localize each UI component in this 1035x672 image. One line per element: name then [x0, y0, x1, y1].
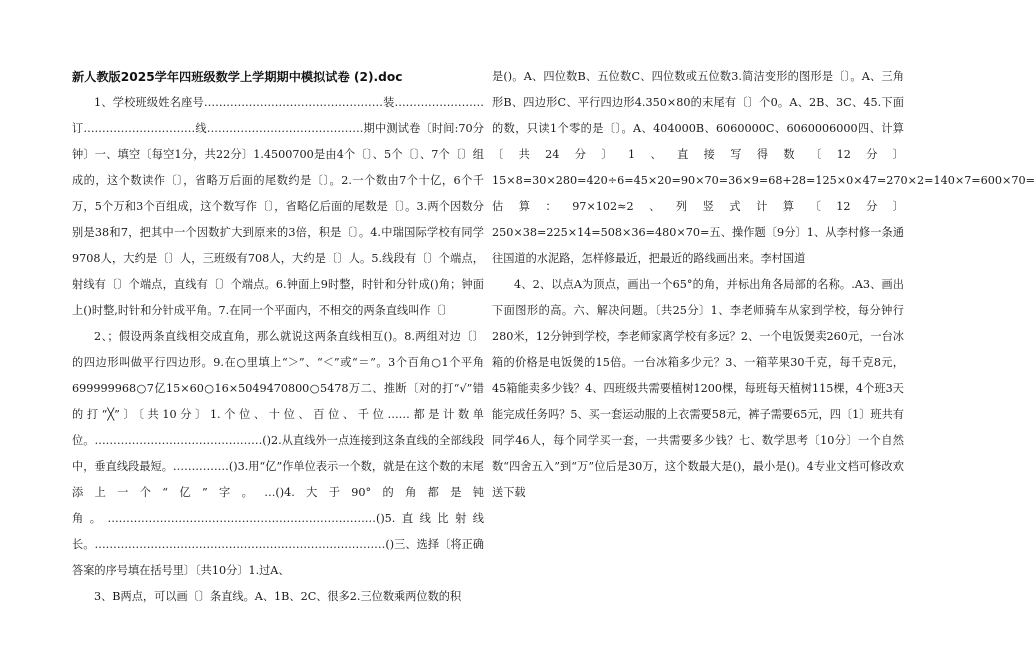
left-column: [72, 64, 484, 610]
paragraph-1: 1、学校班级姓名座号…………………………………………装……………………订…………………………线……………………………………期中测试卷〔时间:70分钟〕一、填空〔每空1分，共22分〕1.4500700是由4个〔〕、5个〔〕、7个〔〕组成的，这个数读作〔〕，省略万后面的尾数约是〔〕。2.一个数由7个十亿，6个千万，5个万和3个百组成，这个数写作〔〕，省略亿后面的尾数是〔〕。3.两个因数分别是38和7，把其中一个因数扩大到原来的3倍，积是〔〕。4.中瑞国际学校有同学9708人，大约是〔〕人，三班级有708人，大约是〔〕人。5.线段有〔〕个端点，射线有〔〕个端点，直线有〔〕个端点。6.钟面上9时整，时针和分针成()角；钟面上()时整,时针和分针成平角。7.在同一个平面内，不相交的两条直线叫作〔〕: [72, 96, 484, 317]
paragraph-3: 3、B两点，可以画〔〕条直线。A、1B、2C、很多2.三位数乘两位数的积: [94, 590, 462, 603]
document-title: 新人教版2025学年四班级数学上学期期中模拟试卷 (2).doc: [72, 70, 403, 84]
paragraph-2: 2、；假设两条直线相交成直角，那么就说这两条直线相互()。8.两组对边〔〕的四边形叫做平行四边形。9.在○里填上“＞”、“＜”或“＝”。3个百角○1个平角699999968○7亿15×60○16×5049470800○5478万二、推断〔对的打“√”错的打“╳”〕〔共10分〕1.个位、十位、百位、千位……都是计数单位。………………………………………()2.从直线外一点连接到这条直线的全部线段中，垂直线段最短。……………()3.用“亿”作单位表示一个数，就是在这个数的末尾添上一个“亿”字。…()4.大于90°的角都是钝角。………………………………………………………………()5.直线比射线长。……………………………………………………………………()三、选择〔将正确答案的序号填在括号里〕〔共10分〕1.过A、: [72, 330, 484, 577]
right-column: [492, 64, 1035, 506]
paragraph-4: 4、2、以点A为顶点，画出一个65°的角，并标出角各局部的名称。.A3、画出下面图形的高。六、解决问题。〔共25分〕1、李老师骑车从家到学校，每分钟行280米，12分钟到学校，李老师家离学校有多远？2、一个电饭煲卖260元，一台冰箱的价格是电饭煲的15倍。一台冰箱多少元？3、一箱苹果30千克，每千克8元，45箱能卖多少钱？4、四班级共需要植树1200棵，每班每天植树115棵，4个班3天能完成任务吗？5、买一套运动服的上衣需要58元，裤子需要65元，四〔1〕班共有同学46人，每个同学买一套，一共需要多少钱？七、数学思考〔10分〕一个自然数“四舍五入”到“万”位后是30万，这个数最大是()，最小是()。4专业文档可修改欢送下载: [492, 278, 904, 499]
paragraph-3-continued: 是()。A、四位数B、五位数C、四位数或五位数3.简洁变形的图形是〔〕。A、三角形B、四边形C、平行四边形4.350×80的末尾有〔〕个0。A、2B、3C、45.下面的数，只读1个零的是〔〕。A、404000B、6060000C、6060006000四、计算〔共24分〕1、直接写得数〔12分〕15×8=30×280=420÷6=45×20=90×70=36×9=68+28=125×0×47=270×2=140×7=600×70=估算：97×102≈2、列竖式计算〔12分〕250×38=225×14=508×36=480×70=五、操作题〔9分〕1、从李村修一条通往国道的水泥路，怎样修最近，把最近的路线画出来。李村国道: [492, 70, 1035, 265]
